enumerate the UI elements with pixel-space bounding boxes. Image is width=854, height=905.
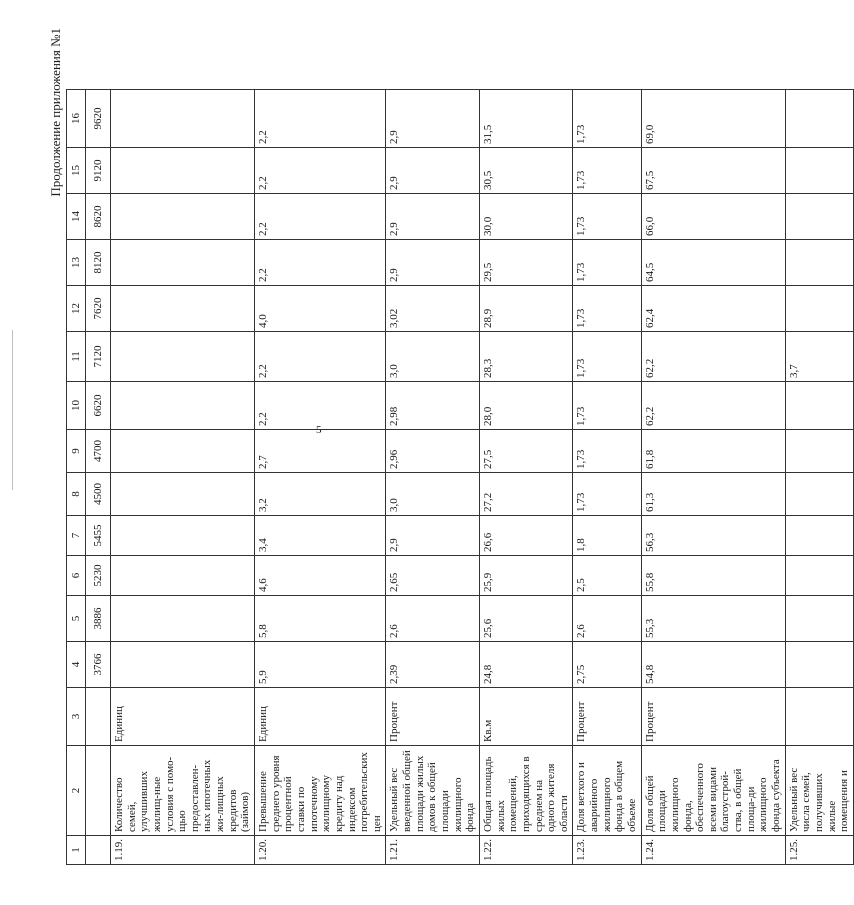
row-value [785, 642, 853, 688]
row-value: 2,9 [386, 516, 479, 556]
row-code: 1.25. [785, 836, 853, 865]
table-row [479, 90, 572, 865]
row-value: 2,5 [573, 556, 641, 596]
row-value [111, 332, 255, 382]
row-value: 2,96 [386, 430, 479, 473]
column-number: 5 [67, 596, 86, 642]
landscape-page [40, 20, 851, 865]
row-indicator-name: Доля общей площади жилищного фонда, обеспеченного всеми видами благоустрой-ства, в общей площа-ди жилищного фонда субъекта [641, 746, 785, 836]
row-indicator-name: Удельный вес числа семей, получивших жилые помещения и [785, 746, 853, 836]
row-value: 1,73 [573, 332, 641, 382]
column-number: 15 [67, 148, 86, 194]
row-indicator-name: Превышение среднего уровня процентной ставки по ипотечному жилищному кредиту над индексом потребительских цен [255, 746, 386, 836]
page-number: 5 [316, 424, 322, 436]
header-value: 9620 [86, 90, 111, 148]
row-value: 61,3 [641, 473, 785, 516]
row-indicator-name: Количество семей, улучшивших жилищ-ные условия с помо-щью предоставлен-ных ипотечных жи-лищных кредитов (займов) [111, 746, 255, 836]
column-number: 1 [67, 836, 86, 865]
header-value: 5455 [86, 516, 111, 556]
header-value: 7620 [86, 286, 111, 332]
row-value: 26,6 [479, 516, 572, 556]
row-value [785, 286, 853, 332]
row-value: 2,2 [255, 194, 386, 240]
row-unit: Единиц [255, 688, 386, 746]
row-value: 62,2 [641, 332, 785, 382]
row-value [785, 596, 853, 642]
row-value: 3,02 [386, 286, 479, 332]
row-value [111, 382, 255, 430]
row-value: 2,6 [573, 596, 641, 642]
row-value [785, 430, 853, 473]
row-value: 2,9 [386, 148, 479, 194]
row-value: 3,7 [785, 332, 853, 382]
row-value: 62,2 [641, 382, 785, 430]
row-indicator-name: Удельный вес введенной общей площади жилых домов к общей площади жилищного фонда [386, 746, 479, 836]
row-code: 1.21. [386, 836, 479, 865]
row-value: 5,9 [255, 642, 386, 688]
row-value: 27,2 [479, 473, 572, 516]
row-code: 1.19. [111, 836, 255, 865]
row-value [785, 194, 853, 240]
row-value: 55,8 [641, 556, 785, 596]
row-value: 1,73 [573, 286, 641, 332]
column-number: 11 [67, 332, 86, 382]
row-value: 28,0 [479, 382, 572, 430]
row-unit: Процент [386, 688, 479, 746]
header-value: 3766 [86, 642, 111, 688]
table-row [111, 90, 255, 865]
row-value [111, 240, 255, 286]
row-value: 2,98 [386, 382, 479, 430]
row-value [785, 556, 853, 596]
row-value: 2,9 [386, 240, 479, 286]
continuation-heading: Продолжение приложения №1 [48, 28, 63, 197]
header-value: 5230 [86, 556, 111, 596]
table-row [785, 90, 853, 865]
row-code: 1.22. [479, 836, 572, 865]
row-unit: Кв.м [479, 688, 572, 746]
row-value: 1,73 [573, 148, 641, 194]
header-value: 4500 [86, 473, 111, 516]
row-value: 2,7 [255, 430, 386, 473]
row-value: 66,0 [641, 194, 785, 240]
row-value: 1,73 [573, 240, 641, 286]
row-value [111, 473, 255, 516]
row-value: 1,73 [573, 473, 641, 516]
row-value: 27,5 [479, 430, 572, 473]
row-value: 55,3 [641, 596, 785, 642]
row-value: 69,0 [641, 90, 785, 148]
row-value: 29,5 [479, 240, 572, 286]
row-code: 1.20. [255, 836, 386, 865]
row-value [785, 240, 853, 286]
column-number: 13 [67, 240, 86, 286]
table-row [641, 90, 785, 865]
column-number: 8 [67, 473, 86, 516]
row-value: 2,9 [386, 90, 479, 148]
row-value: 2,6 [386, 596, 479, 642]
row-value [111, 286, 255, 332]
row-unit: Единиц [111, 688, 255, 746]
column-number: 3 [67, 688, 86, 746]
row-value: 2,2 [255, 90, 386, 148]
row-value: 5,8 [255, 596, 386, 642]
row-value: 24,8 [479, 642, 572, 688]
row-value: 2,2 [255, 240, 386, 286]
row-value: 61,8 [641, 430, 785, 473]
row-value [785, 516, 853, 556]
row-value [111, 148, 255, 194]
row-value: 1,73 [573, 430, 641, 473]
header-value: 6620 [86, 382, 111, 430]
row-value: 2,2 [255, 332, 386, 382]
row-unit: Процент [573, 688, 641, 746]
row-value: 2,2 [255, 148, 386, 194]
row-value [111, 194, 255, 240]
column-number: 16 [67, 90, 86, 148]
row-value: 1,73 [573, 382, 641, 430]
header-value: 3886 [86, 596, 111, 642]
table-row [386, 90, 479, 865]
row-unit [785, 688, 853, 746]
row-value: 25,9 [479, 556, 572, 596]
header-value: 7120 [86, 332, 111, 382]
row-value: 4,0 [255, 286, 386, 332]
row-value: 31,5 [479, 90, 572, 148]
column-number: 4 [67, 642, 86, 688]
column-number: 9 [67, 430, 86, 473]
row-value: 2,39 [386, 642, 479, 688]
row-value: 3,2 [255, 473, 386, 516]
header-value [86, 746, 111, 836]
column-number: 2 [67, 746, 86, 836]
table-row [255, 90, 386, 865]
row-value: 1,73 [573, 90, 641, 148]
row-value: 28,9 [479, 286, 572, 332]
row-value [111, 90, 255, 148]
column-number: 12 [67, 286, 86, 332]
column-number: 14 [67, 194, 86, 240]
row-value: 3,0 [386, 473, 479, 516]
row-value [111, 430, 255, 473]
row-value [111, 516, 255, 556]
row-value: 3,0 [386, 332, 479, 382]
column-number: 7 [67, 516, 86, 556]
row-value [785, 90, 853, 148]
row-value: 2,75 [573, 642, 641, 688]
row-value: 2,2 [255, 382, 386, 430]
row-unit: Процент [641, 688, 785, 746]
column-number-row [67, 90, 86, 865]
row-value: 3,4 [255, 516, 386, 556]
row-code: 1.23. [573, 836, 641, 865]
header-value [86, 688, 111, 746]
row-value: 1,73 [573, 194, 641, 240]
table-row [573, 90, 641, 865]
row-value: 2,9 [386, 194, 479, 240]
row-value: 25,6 [479, 596, 572, 642]
header-value: 9120 [86, 148, 111, 194]
header-value: 8120 [86, 240, 111, 286]
header-value [86, 836, 111, 865]
row-code: 1.24. [641, 836, 785, 865]
row-value: 1,8 [573, 516, 641, 556]
row-value: 30,0 [479, 194, 572, 240]
row-value [111, 556, 255, 596]
column-number: 10 [67, 382, 86, 430]
column-number: 6 [67, 556, 86, 596]
header-value: 8620 [86, 194, 111, 240]
row-value [785, 382, 853, 430]
year-value-row [86, 90, 111, 865]
row-value: 56,3 [641, 516, 785, 556]
row-value: 62,4 [641, 286, 785, 332]
row-value [111, 596, 255, 642]
row-value: 30,5 [479, 148, 572, 194]
row-value: 64,5 [641, 240, 785, 286]
row-value: 2,65 [386, 556, 479, 596]
row-value: 28,3 [479, 332, 572, 382]
row-value: 54,8 [641, 642, 785, 688]
indicator-table [66, 89, 854, 865]
row-value [111, 642, 255, 688]
row-value [785, 148, 853, 194]
row-value [785, 473, 853, 516]
row-indicator-name: Общая площадь жилых помещений, приходящихся в среднем на одного жителя области [479, 746, 572, 836]
header-value: 4700 [86, 430, 111, 473]
row-indicator-name: Доля ветхого и аварийного жилищного фонда в общем объеме [573, 746, 641, 836]
row-value: 67,5 [641, 148, 785, 194]
row-value: 4,6 [255, 556, 386, 596]
